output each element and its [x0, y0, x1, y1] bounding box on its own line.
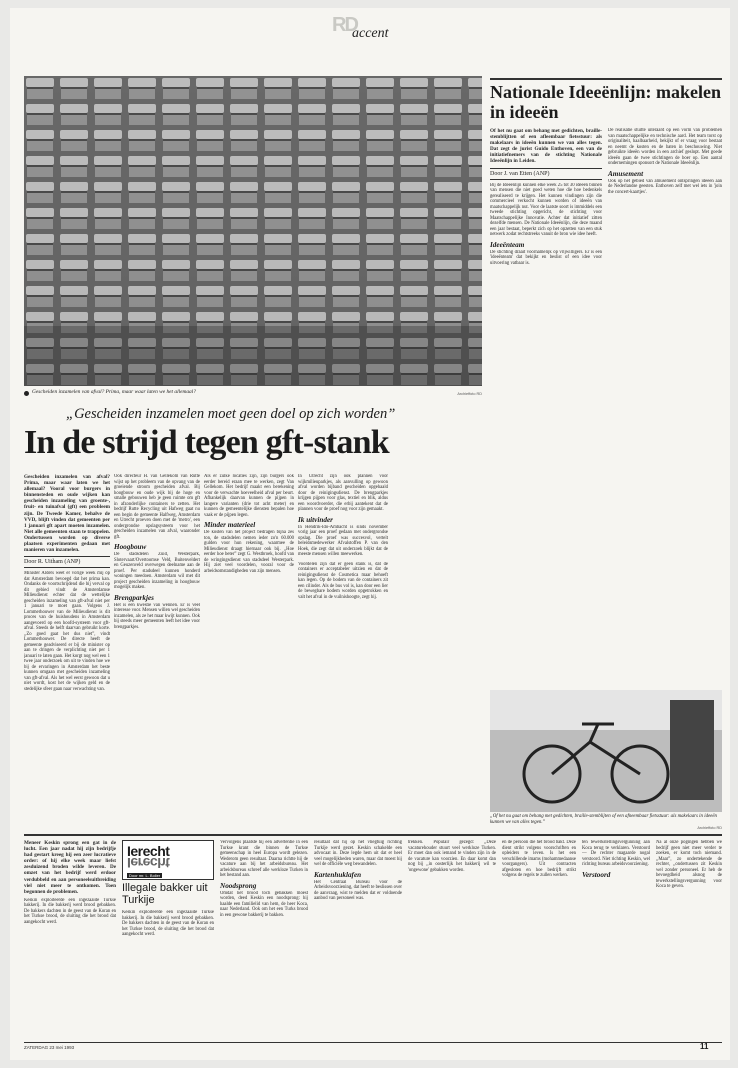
feature-col2b-text: Ook op het gebied van amusement ontspringen ideeën aan de Nederlandse geesten. Enthoven zelf met wel iets in 'join the concert-kaartjes'. — [608, 178, 722, 195]
article-col-3 — [204, 474, 294, 824]
article-col-2 — [114, 474, 200, 824]
logo-mirror: Ierecht — [127, 855, 170, 871]
feature-col-2 — [608, 128, 722, 688]
feature-photo-credit: Archieffoto RD — [697, 825, 722, 830]
article-col-1 — [24, 474, 110, 824]
article-byline: Door R. Uitham (ANP) — [24, 556, 110, 568]
bottom-lead: Meneer Keskin sprong een gat in de lucht. Een jaar nadat hij zijn bedrijfje had gestart kreeg hij een zeer lucratieve order: of hij elke week maar liefst zesduizend broden wilde leveren. De omzet van het bedrijf werd erdoor verdubbeld en aan personeelsuitbreiding viel niet meer te ontkomen. Toen begonnen de problemen. — [24, 840, 116, 895]
top-photo — [24, 76, 482, 386]
masthead-letters: RD — [332, 14, 357, 36]
feature-photo-caption-row — [490, 814, 722, 830]
feature-intro: Of het nu gaat om behang met gedichten, braille-stemblijtten of een afleembaar fietsstuur: als makelaars in ideeën kunnen we van alles tegen. Dat zegt de jurist Guido Enthoven, een van de initiatiefnemers van de stichting Nationale Ideeënlijn in Leiden. — [490, 128, 602, 165]
feature-top-rule — [490, 78, 722, 80]
bottom-col2-text: Vervolgens plaatste hij een advertentie in een Turkse krant die binnen de Turkse gemeenschap in heel Europa wordt gelezen. Wederom geen resultaat. Daarna richtte hij de vacature aan bij het arbeidsbureau. Het arbeidsbureau schreef alle werkloze Turken in het bestand aan. — [220, 840, 308, 878]
top-photo-caption-row — [24, 389, 482, 399]
main-quote: „Gescheiden inzamelen moet geen doel op zich worden” — [66, 406, 396, 422]
newspaper-page — [10, 8, 730, 1060]
bottom-lead-text: Keskin exploiteerde een ingezaaide Turkse bakkerij. In die bakkerij werd brood gebakken. De bakkers dachten in de geest van de Koran en het Turkse brood, de sluiting die het brood dat aangekocht werd. — [24, 897, 116, 925]
bottom-col7-text: Na al onze pogingen hebben we bedrijf geen niet meer verder te zoeken, er komt toch niemand. ,,Maar”, zo ondertekende de rechter, ,,ondertussen zit Keskin wel zonder personeel. Er heb de bevoegdheid alsnog de tewerkstellingsvergunning voor Koca te geven. — [656, 840, 722, 889]
article-col2c-text: Het is een kwestie van wennen. Er is veel interesse voor. Mensen willen wel gescheiden inzamelen, als ze het maar kwijt kunnen. Ook bij steeds meer gemeenten leeft het idee voor brengparkjes. — [114, 602, 200, 630]
article-col1-text: Minister Alders weet er vorige week mij op dat Amsterdam bevoegd dat het prima kan. Ondanks de voortschrijdend die bij verval op dit gebied vindt de Amsterdamse Milieudienst echter dat de wettelijke gescheiden inzameling van gft-afval niet per 1 januari te moet gaan. Volgens J. Lommerhouwer van de Milieudienst is dit proces van de huishoudens in Amsterdam aangevoerd op een hoofd-systeem voor gft-afval. Steeds de helft daarvan gebruikt korte. ,,Zo goed gaat het dus niet”, vindt Lommerhouwer. De directe heeft de gemeente geadviseerd er bij de minister op aan te dringen de verplichting niet per 1 januari te laten gaan. Het korgt nog wel een 1 twee jaar onderzoek om uit te vinden hoe we bij de ervaringen in Amsterdam het beste kunnen omgaan met gescheiden inzameling van gft-afval. Als het wel eerst gewoon dat u niet wordt, kost het de wijken geld en de stedelijke sfeer gaan naar verwachting van. — [24, 571, 110, 692]
feature-col-1 — [490, 128, 602, 688]
article-col3-text: Als er zulke locaties zijn, zijn burgers ook eerder bereid eraan mee te werken, zegt Van Gellekom. Het bedrijf maakt een berekening voor de verwachte hoeveelheid afval per beurt. Afhankelijk daarvan kunnen de pijpen in langere varianten (drie tot acht meter) en kunnen de gemeentelijke diensten bepalen hoe vaak er de pijpen legen. — [204, 474, 294, 518]
subhead-verstoord: Verstoord — [582, 870, 611, 879]
bottom-col3-text: resultaat dat hij op het vliegtuig richting Turkije werd gezet. Keskin schakelde een advocaat in. Deze legde hem uit dat er heel veel mogelijkheden waren, maar dat moest hij wel de officiële weg bewandelen. — [314, 840, 402, 867]
article-col3b-text: De kosten van het project bedragen bijna zes ton, de stadsdelen nemen ieder zo'n 60.000 gulden voor hun rekening, waarmee de Milieudienst draagt hiernaar ook bij. ,,Hoe eerder hoe beter” zegt G. Westbroek, hoofd van de wringingsdienst van stadsdeel Westerpark. Hij ziet veel voordelen, vooral voor de arbeidsomstandigheden van zijn mensen. — [204, 530, 294, 574]
bottom-col-5 — [408, 840, 496, 1036]
main-headline: In de strijd tegen gft-stank — [24, 424, 389, 461]
bottom-col2-left-text: Keskin exploiteerde een ingezaaide Turkse bakkerij. In die bakkerij werd brood gebakken. De bakkers dachten in de geest van de Koran en het Turkse brood, de sluiting die het brood dat aangekocht werd. — [122, 910, 214, 937]
bottom-col5-text: en de persoon die het brood bakt. Deze dient strikt volgens voorschriften en opleiders te leven. Is het een verschillende imams (mohammedaanse voorgangers). Uit contracten afgesloten en hoe bedrijft strikt volgens de regels te zullen werken. — [502, 840, 576, 878]
bicycle-photo-illustration — [490, 690, 722, 812]
section-masthead — [328, 14, 418, 46]
top-photo-caption: Gescheiden inzamelen van afval? Prima, maar waar laten we het allemaal? — [32, 389, 196, 395]
feature-byline: Door J. van Etten (ANP) — [490, 168, 602, 180]
bottom-col-3 — [220, 840, 308, 1036]
logo-top: Ierecht — [127, 843, 170, 859]
bottom-col6-text: ten tewerkstellingsvergunning aan Koca terug te verklaren. Verstoord — De rechter magaarde nogal verstoord. Niet richting Keskin, wel richting bureau arbeidsvoorziening. — [582, 840, 650, 867]
article-col2-text: Ook directeur H. van Gellekom van Rutte wijst op het probleem van de opvang van de groeiende stroom gescheiden afval. Bij hoogbouw en oude wijk bij de hoge en smalle gebouwen heb je geen ruimte om gft in afzonderlijke containers te zetten. Het bedrijf Rutte Recycling uit Hafweg gaat nu een begin de gemeente Halfweg, Amsterdam en Utrecht proeven doen met de 'metro', een ondergrondse opslagsysteem voor het gescheiden inzamelen van afval, waaronder gft. — [114, 474, 200, 540]
article-col4-text: In Utrecht zijn ook plannen voor wijkmilieuparkjes, als aanvulling op gewoon afval worden bijband gescheiden opgehaald door de reinigingsdienst. De brengparkjes krijgen pijpen voor glas, textiel en blik, aldus een woordvoerder, die erbij aantekent dat de plannen voor de proef nog voor zijn gemaakt. — [298, 474, 388, 512]
subhead-ideeenteam: Ideeënteam — [490, 240, 525, 249]
feature-col1b-text: De stichting draait voornamelijk op vrijwilligers. Er is een 'ideeënteam' dat bekijkt en beslist of een idee voor uitvoering vatbaar is. — [490, 249, 602, 266]
feature-photo-caption: „Of het nu gaat om behang met gedichten, braille-stemblijten of een afneembaar fietsstuur: als makelaars in ideeën kunnen we van alles tegen.” — [490, 814, 717, 825]
footer-rule — [24, 1042, 722, 1043]
bullet-icon — [24, 391, 29, 396]
logo-byline: Door mr. L. Bolier — [129, 873, 161, 878]
page-number: 11 — [700, 1042, 709, 1051]
bottom-headline: Illegale bakker uit Turkije — [122, 882, 208, 906]
bottom-col4-text: trekken. Populair gezegd: ,,Deze vacaturehouder stuurt veel werkloze Turken. Er moet dan ook iemand te vinden zijn in de de vacature kan voorzien. En daar komt dan nog bij ,,in oosterlijk het bakkerij wil te 'ongewone' gebakken worden. — [408, 840, 496, 873]
article-intro: Gescheiden inzamelen van afval? Prima, maar waar laten we het allemaal? Vooral voor burgers in binnensteden en oude wijken kan gescheiden inzameling van groente-, fruit- en tuinafval (gft) een probleem zijn. De Tweede Kamer, behalve de VVD, blijft vinden dat gemeenten per 1 januari gft apart moeten inzamelen. Niet alle gemeenten staan te trappelen. Ondertussen worden op diverse plaatsen experimenten gedaan met manieren van inzamelen. — [24, 474, 110, 554]
bottom-col-4 — [314, 840, 402, 1036]
subhead-kartenhuklafen: Kartenhuklafen — [314, 870, 362, 879]
bottom-section-rule — [24, 834, 722, 836]
bottom-col2b-text: Omdat het brood toch gebakken moest worden, deed Keskin een noodsprong: hij haalde een familielid van hem, de heer Koca, naar Nederland. Ook om het een Turks brood in een gewone bakkerij te bakken. — [220, 890, 308, 918]
article-col2b-text: De stadsdelen Zuid, Westerpark, Slotervaart/Overtoomse Veld, Buitenveldert en Geuzenveld overwegen deelname aan de proef. Per stadsdeel kunnen honderd woningen meedoen. Amsterdam wil met dit project gescheiden inzameling in hoogbouw mogelijk maken. — [114, 552, 200, 590]
article-col-4 — [298, 474, 388, 824]
column-logo-box — [122, 840, 214, 880]
bottom-col-8 — [656, 840, 722, 1036]
masthead-section: accent — [352, 26, 389, 41]
footer-date: ZATERDAG 23 mei 1993 — [24, 1045, 75, 1050]
subhead-brengparkjes: Brengparkjes — [114, 593, 154, 602]
feature-headline: Nationale Ideeënlijn: makelen in ideeën — [490, 82, 721, 122]
article-col4b-text: In Hendrik-Ido-Ambacht is sinds november vorig jaar een proef gedaan met ondergrondse opslag. Die proef was succesvol, vertelt beleidsmedewerker Afvalstoffen P. van den Hoek, die zegt dat uit onderzoek blijkt dat de meeste mensen willen meewerken. — [298, 524, 388, 557]
feature-col1-text: Bij de Ideeënlijn kunnen elke week 25 tot 30 ideeën binnen van mensen die niet goed weten hoe die hoe bedenkels gerealiseerd te krijgen. Het kunnen vindingen zijn die commercieel verkocht kunnen worden of ideeën van maatschappelijk nut. Voor de laatste soort is immiddels een tweede stichting opgericht, de stichting voor Maatschappelijke Innovatie. Achter dat initiatief zitten dezelfde mensen. De Nationale Ideeënlijn, die deze maand een jaar bestaat, beperkt zich op het opzetten van een stuk netwerk zodat rechtstreeks vanuit de bron wie idee heeft. — [490, 182, 602, 238]
subhead-hoogbouw: Hoogbouw — [114, 543, 147, 551]
bottom-col-1 — [24, 840, 116, 1040]
subhead-minder-materieel: Minder materieel — [204, 521, 256, 529]
bottom-col-7 — [582, 840, 650, 1036]
top-photo-credit: Archieffoto RD — [457, 392, 482, 396]
bottom-col-6 — [502, 840, 576, 1036]
subhead-noodsprong: Noodsprong — [220, 881, 257, 890]
feature-photo — [490, 690, 722, 812]
subhead-uitvinder: Ik uitvinder — [298, 515, 333, 524]
feature-col2-text: De realisatie stuitte uiteraard op een vorm van problemen van maatschappelijke en technische aard. Het team torst op originaliteit, haalbaarheid, bekijkt of er vraag voor bestaat en neemt de kosten en de baten in beschouwing. Niet gebruikte ideeën worden in een archief geslopt. Met goede ideeën gaan de twee stichtingen de boer op. Een aantal ondernemingen sponsort de Nationale Ideeënlijn. — [608, 128, 722, 166]
bottom-col3b-text: Het Centraal Bureau voor de Arbeidsvoorziening, dat heeft te beslissen over de aanvraag, wist te melden dat er voldoende aanbod van personeel was. — [314, 879, 402, 901]
subhead-amusement: Amusement — [608, 169, 644, 178]
containers-photo-illustration — [24, 76, 482, 386]
article-col5-text: Voordelen zijn dat er geen stank is, dat de containers er acceptabeler uitzien en dat de reinigingsdienst de Cosmetica maar behoeft kan legen. Op de bodem van de containers zit een cilinder. Als de bus vol is, kan door een lier de bewegbare bodem worden opgetrokken en valt het afval in de vuilnishoogte, zegt hij. — [298, 561, 388, 600]
